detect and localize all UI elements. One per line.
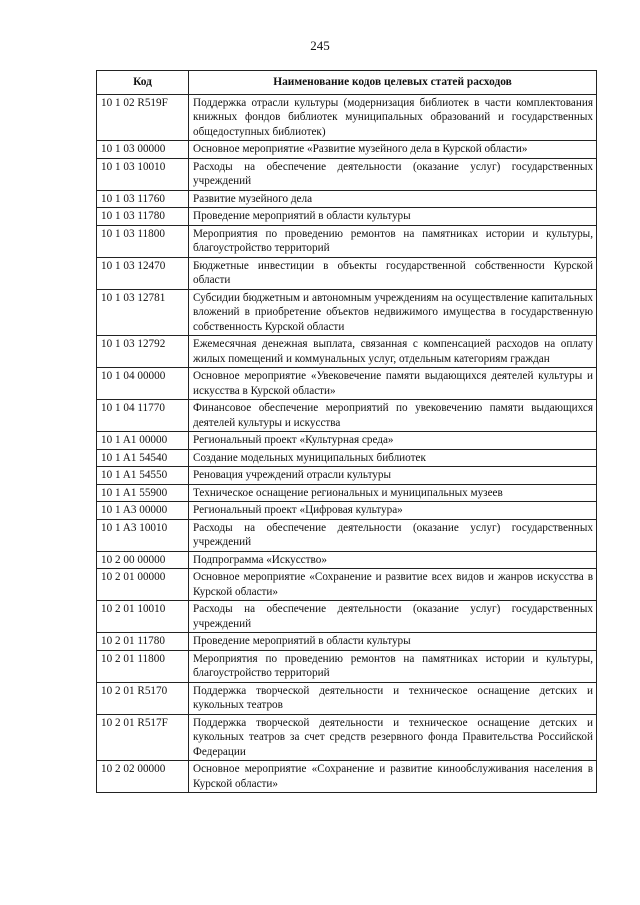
row-name: Поддержка творческой деятельности и техническое оснащение детских и кукольных театров за счет средств резервного фонда Правительства Российской Федерации xyxy=(189,714,597,761)
row-name: Региональный проект «Культурная среда» xyxy=(189,432,597,450)
row-name: Основное мероприятие «Увековечение памяти выдающихся деятелей культуры и искусства в Курской области» xyxy=(189,368,597,400)
row-name: Основное мероприятие «Сохранение и развитие всех видов и жанров искусства в Курской области» xyxy=(189,569,597,601)
header-name: Наименование кодов целевых статей расходов xyxy=(189,71,597,95)
row-code: 10 1 A1 54550 xyxy=(97,467,189,485)
row-name: Проведение мероприятий в области культуры xyxy=(189,633,597,651)
row-name: Мероприятия по проведению ремонтов на памятниках истории и культуры, благоустройство территорий xyxy=(189,225,597,257)
table-row xyxy=(97,368,597,400)
table-row xyxy=(97,761,597,793)
row-name: Ежемесячная денежная выплата, связанная с компенсацией расходов на оплату жилых помещений и коммунальных услуг, отдельным категориям граждан xyxy=(189,336,597,368)
table-row xyxy=(97,400,597,432)
row-name: Поддержка отрасли культуры (модернизация библиотек в части комплектования книжных фондов библиотек муниципальных образований и государственных общедоступных библиотек) xyxy=(189,94,597,141)
row-code: 10 1 A3 10010 xyxy=(97,519,189,551)
table-row xyxy=(97,289,597,336)
row-code: 10 1 03 12781 xyxy=(97,289,189,336)
row-code: 10 2 01 11800 xyxy=(97,650,189,682)
table-row xyxy=(97,601,597,633)
page-number: 245 xyxy=(310,38,330,53)
table-row xyxy=(97,682,597,714)
table-row xyxy=(97,432,597,450)
row-code: 10 2 01 11780 xyxy=(97,633,189,651)
row-code: 10 2 01 00000 xyxy=(97,569,189,601)
table-row xyxy=(97,94,597,141)
row-name: Бюджетные инвестиции в объекты государственной собственности Курской области xyxy=(189,257,597,289)
table-row xyxy=(97,551,597,569)
row-code: 10 1 A1 00000 xyxy=(97,432,189,450)
table-row xyxy=(97,225,597,257)
row-code: 10 1 03 11800 xyxy=(97,225,189,257)
row-name: Расходы на обеспечение деятельности (оказание услуг) государственных учреждений xyxy=(189,158,597,190)
table-row xyxy=(97,519,597,551)
row-name: Основное мероприятие «Развитие музейного дела в Курской области» xyxy=(189,141,597,159)
row-code: 10 1 03 00000 xyxy=(97,141,189,159)
row-name: Создание модельных муниципальных библиотек xyxy=(189,449,597,467)
row-code: 10 1 A1 54540 xyxy=(97,449,189,467)
row-name: Основное мероприятие «Сохранение и развитие кинообслуживания населения в Курской области» xyxy=(189,761,597,793)
table-row xyxy=(97,190,597,208)
table-row xyxy=(97,449,597,467)
row-name: Мероприятия по проведению ремонтов на памятниках истории и культуры, благоустройство территорий xyxy=(189,650,597,682)
row-code: 10 1 04 11770 xyxy=(97,400,189,432)
table-row xyxy=(97,141,597,159)
row-name: Региональный проект «Цифровая культура» xyxy=(189,502,597,520)
row-name: Проведение мероприятий в области культуры xyxy=(189,208,597,226)
table-row xyxy=(97,208,597,226)
row-code: 10 1 04 00000 xyxy=(97,368,189,400)
row-name: Поддержка творческой деятельности и техническое оснащение детских и кукольных театров xyxy=(189,682,597,714)
row-name: Реновация учреждений отрасли культуры xyxy=(189,467,597,485)
row-name: Расходы на обеспечение деятельности (оказание услуг) государственных учреждений xyxy=(189,601,597,633)
row-name: Подпрограмма «Искусство» xyxy=(189,551,597,569)
table-row xyxy=(97,569,597,601)
row-code: 10 1 03 10010 xyxy=(97,158,189,190)
row-name: Финансовое обеспечение мероприятий по увековечению памяти выдающихся деятелей культуры и искусства xyxy=(189,400,597,432)
row-code: 10 2 01 R5170 xyxy=(97,682,189,714)
row-code: 10 2 00 00000 xyxy=(97,551,189,569)
row-code: 10 2 01 R517F xyxy=(97,714,189,761)
row-code: 10 1 02 R519F xyxy=(97,94,189,141)
row-code: 10 2 02 00000 xyxy=(97,761,189,793)
table-row xyxy=(97,650,597,682)
table-row xyxy=(97,336,597,368)
target-expense-codes-table xyxy=(96,70,597,793)
table-header-row xyxy=(97,71,597,95)
row-name: Техническое оснащение региональных и муниципальных музеев xyxy=(189,484,597,502)
table-row xyxy=(97,158,597,190)
row-name: Развитие музейного дела xyxy=(189,190,597,208)
row-code: 10 1 03 12470 xyxy=(97,257,189,289)
header-code: Код xyxy=(97,71,189,95)
table-row xyxy=(97,633,597,651)
table-row xyxy=(97,484,597,502)
row-code: 10 2 01 10010 xyxy=(97,601,189,633)
row-code: 10 1 03 12792 xyxy=(97,336,189,368)
row-code: 10 1 03 11780 xyxy=(97,208,189,226)
table-row xyxy=(97,714,597,761)
row-code: 10 1 A1 55900 xyxy=(97,484,189,502)
row-code: 10 1 A3 00000 xyxy=(97,502,189,520)
table-row xyxy=(97,467,597,485)
row-name: Расходы на обеспечение деятельности (оказание услуг) государственных учреждений xyxy=(189,519,597,551)
table-row xyxy=(97,257,597,289)
row-name: Субсидии бюджетным и автономным учреждениям на осуществление капитальных вложений в приобретение объектов недвижимого имущества в государственную собственность Курской области xyxy=(189,289,597,336)
table-row xyxy=(97,502,597,520)
row-code: 10 1 03 11760 xyxy=(97,190,189,208)
